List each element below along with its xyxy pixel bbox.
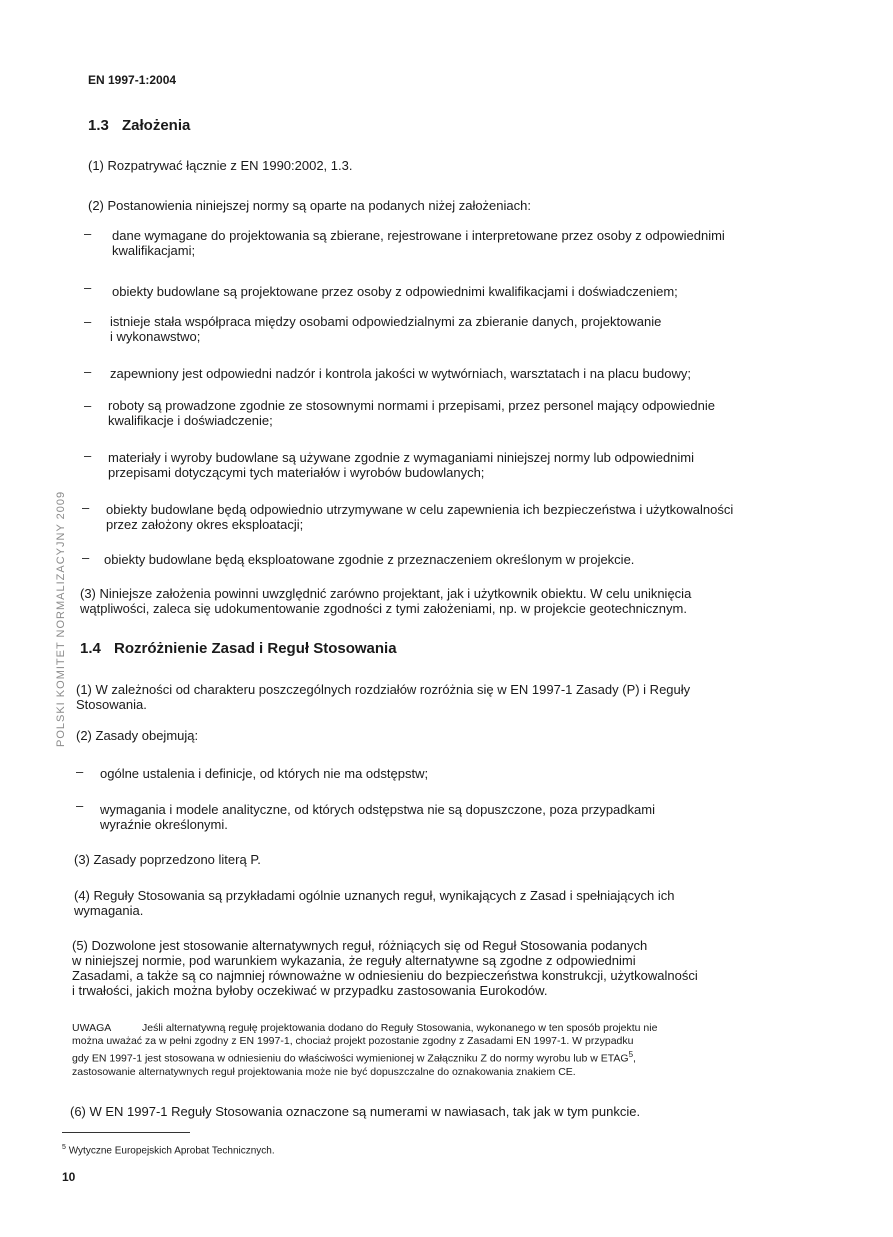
bullet-dash: – [76,764,84,779]
footnote: $^5$ Wytyczne Europejskich Aprobat Technicznych. [62,1144,275,1157]
paragraph: (1) Rozpatrywać łącznie z EN 1990:2002, 1.3. [88,158,353,173]
list-item: obiekty budowlane będą eksploatowane zgodnie z przeznaczeniem określonym w projekcie. [104,552,635,567]
section-title: Założenia [122,117,191,134]
list-item: ogólne ustalenia i definicje, od których nie ma odstępstw; [100,766,429,781]
document-code: EN 1997-1:2004 [88,73,177,87]
bullet-dash: – [82,550,90,565]
footnote-ref: 5 [628,1050,634,1059]
list-item: obiekty budowlane są projektowane przez osoby z odpowiednimi kwalifikacjami i doświadczeniem; [112,284,678,299]
footnote-separator [62,1132,190,1133]
paragraph: (6) W EN 1997-1 Reguły Stosowania oznaczone są numerami w nawiasach, tak jak w tym punkcie. [70,1104,641,1119]
bullet-dash: – [84,448,92,463]
paragraph: (1) W zależności od charakteru poszczególnych rozdziałów rozróżnia się w EN 1997-1 Zasady (P) i Reguły Stosowania. [76,682,691,712]
section-heading-1-4 [80,640,397,657]
bullet-dash: – [84,280,92,295]
bullet-dash: – [84,364,92,379]
watermark: POLSKI KOMITET NORMALIZACYJNY 2009 [55,490,67,747]
list-item: roboty są prowadzone zgodnie ze stosownymi normami i przepisami, przez personel mający odpowiednie kwalifikacje i doświadczenie; [108,398,715,428]
section-number: 1.4 [80,640,101,657]
footnote-mark: 5 [62,1144,66,1151]
bullet-dash: – [82,500,90,515]
bullet-dash: – [84,314,92,329]
section-number: 1.3 [88,117,109,134]
list-item: dane wymagane do projektowania są zbierane, rejestrowane i interpretowane przez osoby z odpowiednimi kwalifikacjami; [112,228,725,258]
paragraph: (5) Dozwolone jest stosowanie alternatywnych reguł, różniących się od Reguł Stosowania podanych w niniejszej normie, pod warunkiem wykazania, że reguły alternatywne są zgodne z odpowiednimi Zasadami, a także są co najmniej równoważne w odniesieniu do bezpieczeństwa konstrukcji, użytkowalności i trwałości, jakich można byłoby oczekiwać w przypadku zastosowania Eurokodów. [72,938,698,998]
list-item: obiekty budowlane będą odpowiednio utrzymywane w celu zapewnienia ich bezpieczeństwa i użytkowalności przez założony okres eksploatacji; [106,502,734,532]
list-item: zapewniony jest odpowiedni nadzór i kontrola jakości w wytwórniach, warsztatach i na placu budowy; [110,366,691,381]
bullet-dash: – [76,798,84,813]
paragraph: (2) Postanowienia niniejszej normy są oparte na podanych niżej założeniach: [88,198,531,213]
bullet-dash: – [84,226,92,241]
section-heading-1-3 [88,117,190,134]
paragraph: (2) Zasady obejmują: [76,728,199,743]
list-item: materiały i wyroby budowlane są używane zgodnie z wymaganiami niniejszej normy lub odpowiednimi przepisami dotyczącymi tych materiałów i wyrobów budowlanych; [108,450,695,480]
paragraph: (4) Reguły Stosowania są przykładami ogólnie uznanych reguł, wynikających z Zasad i spełniających ich wymagania. [74,888,675,918]
note: UWAGA Jeśli alternatywną regułę projektowania dodano do Reguły Stosowania, wykonanego w ten sposób projektu nie można uważać za w pełni zgodny z EN 1997-1, chociaż projekt pozostanie zgodny z Zasadami EN 1997-1. W przypadku gdy EN 1997-1 jest stosowana w odniesieniu do właściwości wymienionej w Załączniku Z do normy wyrobu lub w ETAG$^5$, zastosowanie alternatywnych reguł projektowania może nie być dopuszczalne do oznakowania znakiem CE. [72,1022,658,1078]
paragraph: (3) Niniejsze założenia powinni uwzględnić zarówno projektant, jak i użytkownik obiektu. W celu uniknięcia wątpliwości, zaleca się udokumentowanie zgodności z tymi założeniami, np. w projekcie geotechnicznym. [80,586,692,616]
note-label: UWAGA [72,1022,112,1034]
paragraph: (3) Zasady poprzedzono literą P. [74,852,261,867]
page-number: 10 [62,1170,76,1184]
list-item: istnieje stała współpraca między osobami odpowiedzialnymi za zbieranie danych, projektowanie i wykonawstwo; [110,314,662,344]
list-item: wymagania i modele analityczne, od których odstępstwa nie są dopuszczone, poza przypadkami wyraźnie określonymi. [100,802,655,832]
section-title: Rozróżnienie Zasad i Reguł Stosowania [114,640,397,657]
bullet-dash: – [84,398,92,413]
